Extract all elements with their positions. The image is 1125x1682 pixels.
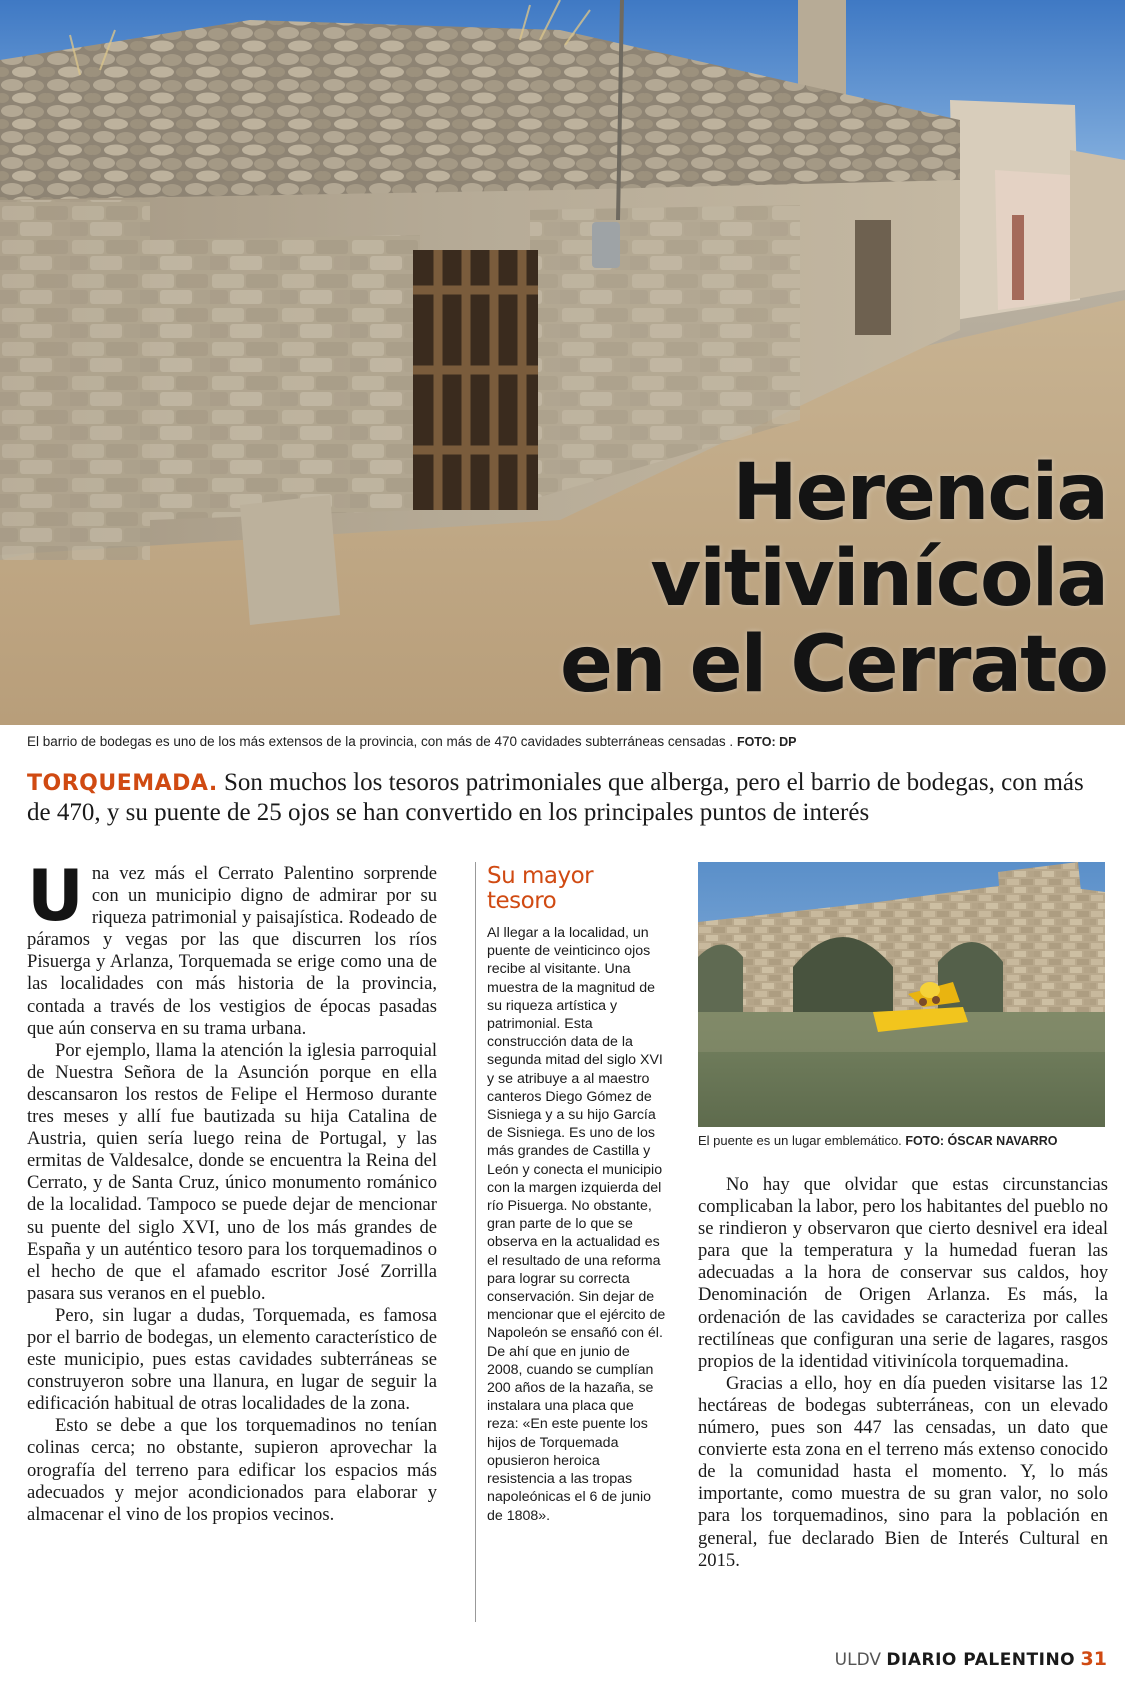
deck-kicker: TORQUEMADA. [27, 771, 218, 796]
body-paragraph-6: Gracias a ello, hoy en día pueden visitarse las 12 hectáreas de bodegas subterráneas, con un elevado número, pues son 447 las censadas, un dato que convierte esta zona en el terreno más extenso conocido de la comunidad hasta el momento. Y, lo más importante, como muestra de su gran valor, no solo para los torquemadinos, sino para la población en general, fue declarado Bien de Interés Cultural en 2015. [698, 1372, 1108, 1571]
sidebar-text: Al llegar a la localidad, un puente de veinticinco ojos recibe al visitante. Una muestra de la magnitud de su riqueza artística y patrimonial. Esta construcción data de la segunda mitad del siglo XVI y se atribuye a al maestro canteros Diego Gómez de Sisniega y a su hijo García de Sisniega. Es uno de los más grandes de Castilla y León y conecta el municipio con la margen izquierda del río Pisuerga. No obstante, gran parte de lo que se observa en la actualidad es el resultado de una reforma para lograr su correcta conservación. Sin dejar de mencionar que el ejército de Napoleón se ensañó con él. De ahí que en junio de 2008, cuando se cumplían 200 años de la hazaña, se instalara una placa que reza: «En este puente los hijos de Torquemada opusieron heroica resistencia a las tropas napoleónicas el 6 de junio de 1808». [487, 925, 666, 1524]
article-column-3 [698, 1174, 1108, 1572]
headline-line-3: en el Cerrato [560, 620, 1107, 710]
main-photo [0, 0, 1125, 725]
main-photo-credit: FOTO: DP [736, 735, 797, 749]
headline-line-1: Herencia [732, 448, 1107, 538]
bridge-photo [698, 862, 1105, 1127]
sidebar-title: Su mayor tesoro [487, 863, 594, 914]
article-deck [27, 768, 1112, 827]
sidebar-box [487, 864, 667, 1525]
column-divider [475, 862, 476, 1622]
article-column-1 [27, 855, 437, 1526]
headline [560, 450, 1107, 708]
page-number: 31 [1080, 1648, 1107, 1670]
body-paragraph-1-text: na vez más el Cerrato Palentino sorprende con un municipio digno de admirar por su riqueza patrimonial y paisajística. Rodeado de páramos y vegas por las que discurren los ríos Pisuerga y Arlanza, Torquemada se erige como una de las localidades con más historia de la provincia, contada a través de los vestigios de épocas pasadas que aún conserva en su trama urbana. [27, 863, 437, 1039]
footer-newspaper-name: DIARIO PALENTINO [886, 1650, 1076, 1670]
body-paragraph-2: Por ejemplo, llama la atención la iglesia parroquial de Nuestra Señora de la Asunción porque en ella descansaron los restos de Felipe el Hermoso durante tres meses y allí fue bautizada su hija Catalina de Austria, quien sería luego reina de Portugal, y las ermitas de Valdesalce, donde se encuentra la Reina del Cerrato, y de Santa Cruz, único monumento románico de la localidad. Tampoco se puede dejar de mencionar su puente del siglo XVI, uno de los más grandes de España y un auténtico tesoro para los torquemadinos o el hecho de que el afamado escritor José Zorrilla pasara sus veranos en el pueblo. [27, 1039, 437, 1304]
bridge-photo-caption [698, 1133, 1108, 1148]
body-paragraph-5: No hay que olvidar que estas circunstancias complicaban la labor, pero los habitantes del pueblo no se rindieron y observaron que cierto desnivel era ideal para que la temperatura y la humedad fueran las adecuadas a la hora de conservar sus caldos, hoy Denominación de Origen Arlanza. Es más, la ordenación de las cavidades se caracteriza por calles rectilíneas que configuran una serie de lagares, rasgos propios de la identidad vitivinícola torquemadina. [698, 1174, 1108, 1372]
deck-text: Son muchos los tesoros patrimoniales que alberga, pero el barrio de bodegas, con más de 470, y su puente de 25 ojos se han convertido en los principales puntos de interés [27, 769, 1084, 826]
footer-section: ULDV [834, 1650, 882, 1670]
body-paragraph-4: Esto se debe a que los torquemadinos no tenían colinas cerca; no obstante, supieron aprovechar la orografía del terreno para edificar los espacios más adecuados y mejor acondicionados para elaborar y almacenar el vino de los propios vecinos. [27, 1415, 437, 1525]
drop-cap: U [27, 855, 84, 937]
bridge-photo-illustration [698, 862, 1105, 1127]
bridge-photo-credit: FOTO: ÓSCAR NAVARRO [905, 1134, 1058, 1148]
body-paragraph-1 [27, 855, 437, 1040]
page-footer [835, 1648, 1107, 1670]
main-photo-caption-text: El barrio de bodegas es uno de los más extensos de la provincia, con más de 470 cavidades subterráneas censadas . [27, 734, 734, 749]
main-photo-caption [27, 734, 1107, 749]
body-paragraph-3: Pero, sin lugar a dudas, Torquemada, es famosa por el barrio de bodegas, un elemento característico de este municipio, pues estas cavidades subterráneas se construyeron sobre una llanura, en lugar de seguir la edificación habitual de otras localidades de la zona. [27, 1304, 437, 1415]
headline-line-2: vitivinícola [650, 534, 1107, 624]
bridge-photo-caption-text: El puente es un lugar emblemático. [698, 1133, 902, 1148]
